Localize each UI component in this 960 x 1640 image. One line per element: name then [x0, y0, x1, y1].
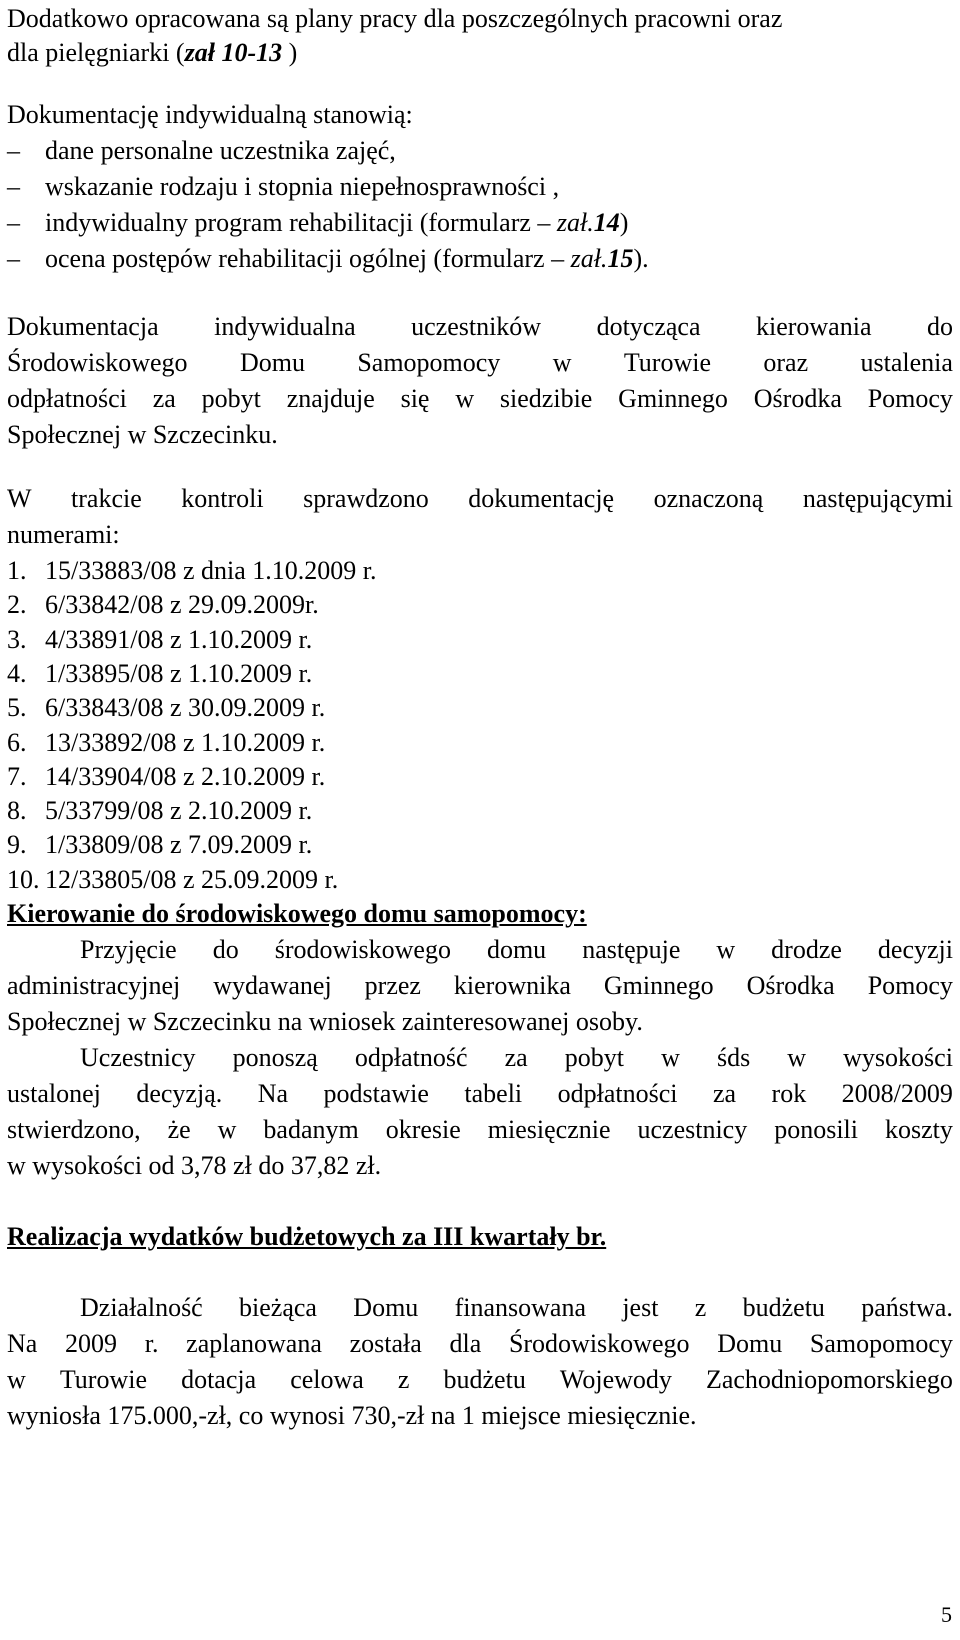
word: celowa [290, 1365, 364, 1394]
word: Samopomocy [357, 348, 501, 377]
word: ponoszą [232, 1043, 318, 1072]
word: badanym [263, 1115, 359, 1144]
word: Pomocy [867, 384, 953, 413]
word: okresie [385, 1115, 461, 1144]
dash-bullet: – [7, 244, 20, 273]
word: ustalenia [860, 348, 953, 377]
dash-bullet: – [7, 172, 20, 201]
paragraph-line: w wysokości od 3,78 zł do 37,82 zł. [7, 1151, 382, 1180]
word: decyzji [877, 935, 953, 964]
word: Domu [717, 1329, 783, 1358]
list-item: indywidualny program rehabilitacji (formularz – zał.14) [45, 208, 629, 237]
list-item-number: 2. [7, 590, 27, 620]
paragraph-line: Społecznej w Szczecinku. [7, 420, 278, 449]
word: Zachodniopomorskiego [705, 1365, 953, 1394]
word: oraz [763, 348, 809, 377]
word: kierownika [453, 971, 571, 1000]
paragraph-line [80, 1291, 953, 1325]
word: Gminnego [603, 971, 714, 1000]
paragraph-line [7, 1327, 953, 1361]
list-item-number: 7. [7, 761, 27, 791]
word: w [787, 1043, 807, 1072]
word: domu [486, 935, 547, 964]
word: budżetu [443, 1365, 526, 1394]
word: Przyjęcie [80, 935, 177, 964]
word: decyzją. [136, 1079, 223, 1108]
list-item-number: 10. [7, 864, 40, 894]
word: bieżąca [239, 1293, 317, 1322]
word: 2008/2009 [841, 1079, 953, 1108]
paragraph-line [7, 1363, 953, 1397]
word: pobyt [564, 1043, 625, 1072]
word: za [152, 384, 176, 413]
list-item-text: 15/33883/08 z dnia 1.10.2009 r. [45, 556, 377, 585]
word: dla [449, 1329, 482, 1358]
word: Domu [239, 348, 305, 377]
word: Na [257, 1079, 289, 1108]
word: miesięcznie [487, 1115, 611, 1144]
word: oznaczoną [653, 484, 764, 513]
word: Gminnego [618, 384, 728, 413]
annex-ref: zał 10-13 [184, 38, 283, 67]
list-item-number: 3. [7, 624, 27, 654]
word: Domu [353, 1293, 419, 1322]
word: zaplanowana [186, 1329, 322, 1358]
word: trakcie [71, 484, 142, 513]
word: pobyt [201, 384, 261, 413]
word: w [552, 348, 572, 377]
paragraph-line [7, 346, 953, 380]
paragraph-line: Społecznej w Szczecinku na wniosek zainteresowanej osoby. [7, 1007, 643, 1036]
word: się [400, 384, 430, 413]
word: dotacja [181, 1365, 257, 1394]
paragraph-line [7, 382, 953, 416]
word: dokumentację [468, 484, 615, 513]
list-item: dane personalne uczestnika zajęć, [45, 136, 396, 165]
word: że [167, 1115, 191, 1144]
word: Uczestnicy [80, 1043, 196, 1072]
word: wysokości [843, 1043, 953, 1072]
list-item-text: 1/33809/08 z 7.09.2009 r. [45, 830, 313, 860]
list-item-text: 14/33904/08 z 2.10.2009 r. [45, 761, 326, 791]
word: budżetu [742, 1293, 825, 1322]
word: z [397, 1365, 410, 1394]
word: za [712, 1079, 737, 1108]
paragraph-line [7, 310, 953, 344]
list-item: ocena postępów rehabilitacji ogólnej (formularz – zał.15). [45, 244, 649, 273]
word: Działalność [80, 1293, 203, 1322]
word: wydawanej [213, 971, 332, 1000]
list-item-text: 13/33892/08 z 1.10.2009 r. [45, 727, 326, 757]
dash-bullet: – [7, 208, 20, 237]
word: znajduje [286, 384, 375, 413]
list-item-text: 5/33799/08 z 2.10.2009 r. [45, 796, 313, 826]
paragraph-line: wyniosła 175.000,-zł, co wynosi 730,-zł na 1 miejsce miesięcznie. [7, 1401, 697, 1430]
list-item-text: 1/33895/08 z 1.10.2009 r. [45, 658, 313, 688]
word: środowiskowego [274, 935, 451, 964]
list-item-number: 4. [7, 658, 27, 688]
word: Ośrodka [753, 384, 842, 413]
word: podstawie [323, 1079, 429, 1108]
word: Turowie [59, 1365, 148, 1394]
page-number: 5 [941, 1602, 952, 1627]
word: odpłatności [557, 1079, 678, 1108]
word: jest [622, 1293, 659, 1322]
word: r. [144, 1329, 159, 1358]
paragraph-line: numerami: [7, 520, 120, 549]
word: w [455, 384, 475, 413]
paragraph-line [80, 1041, 953, 1075]
list-item-text: 4/33891/08 z 1.10.2009 r. [45, 624, 313, 654]
word: następuje [582, 935, 681, 964]
word: kontroli [181, 484, 264, 513]
word: za [504, 1043, 528, 1072]
list-item-number: 8. [7, 796, 27, 826]
word: została [349, 1329, 422, 1358]
individual-docs-heading: Dokumentację indywidualną stanowią: [7, 100, 413, 129]
word: Pomocy [867, 971, 953, 1000]
paragraph-line [7, 1113, 953, 1147]
list-item-number: 6. [7, 727, 27, 757]
word: Wojewody [559, 1365, 672, 1394]
paragraph-line [7, 482, 953, 516]
word: w [716, 935, 736, 964]
word: Na [7, 1329, 38, 1358]
word: indywidualna [214, 312, 356, 341]
section-heading-referral: Kierowanie do środowiskowego domu samopomocy: [7, 899, 587, 928]
word: Ośrodka [746, 971, 835, 1000]
word: ponosili [774, 1115, 859, 1144]
list-item: wskazanie rodzaju i stopnia niepełnosprawności , [45, 172, 560, 201]
word: tabeli [464, 1079, 523, 1108]
word: administracyjnej [7, 971, 181, 1000]
word: w [217, 1115, 237, 1144]
word: kierowania [755, 312, 872, 341]
word: odpłatności [7, 384, 127, 413]
word: śds [716, 1043, 751, 1072]
word: w [7, 1365, 26, 1394]
list-item-number: 5. [7, 693, 27, 723]
word: przez [364, 971, 421, 1000]
word: odpłatność [354, 1043, 468, 1072]
list-item-text: 12/33805/08 z 25.09.2009 r. [45, 864, 339, 894]
word: finansowana [454, 1293, 587, 1322]
word: Turowie [623, 348, 712, 377]
word: sprawdzono [303, 484, 429, 513]
word: siedzibie [499, 384, 593, 413]
paragraph-line [80, 933, 953, 967]
word: Samopomocy [809, 1329, 953, 1358]
paragraph-line [7, 969, 953, 1003]
word: do [926, 312, 953, 341]
word: Dokumentacja [7, 312, 159, 341]
word: rok [771, 1079, 807, 1108]
word: W [7, 484, 32, 513]
intro-line-1: Dodatkowo opracowana są plany pracy dla poszczególnych pracowni oraz [7, 4, 783, 33]
word: koszty [885, 1115, 953, 1144]
word: ustalonej [7, 1079, 101, 1108]
word: w [661, 1043, 680, 1072]
word: stwierdzono, [7, 1115, 141, 1144]
word: z [694, 1293, 707, 1322]
dash-bullet: – [7, 136, 20, 165]
intro-line-2: dla pielęgniarki (zał 10-13 ) [7, 38, 298, 67]
word: następującymi [802, 484, 953, 513]
word: drodze [771, 935, 842, 964]
word: uczestników [411, 312, 542, 341]
word: do [212, 935, 239, 964]
list-item-text: 6/33842/08 z 29.09.2009r. [45, 590, 319, 620]
word: dotycząca [596, 312, 701, 341]
list-item-number: 1. [7, 556, 27, 585]
paragraph-line [7, 1077, 953, 1111]
word: uczestnicy [637, 1115, 748, 1144]
section-heading-budget: Realizacja wydatków budżetowych za III kwartały br. [7, 1222, 607, 1251]
word: 2009 [65, 1329, 118, 1358]
list-item-text: 6/33843/08 z 30.09.2009 r. [45, 693, 326, 723]
word: Środowiskowego [508, 1329, 690, 1358]
list-item-number: 9. [7, 830, 27, 860]
word: państwa. [861, 1293, 953, 1322]
word: Środowiskowego [7, 348, 188, 377]
